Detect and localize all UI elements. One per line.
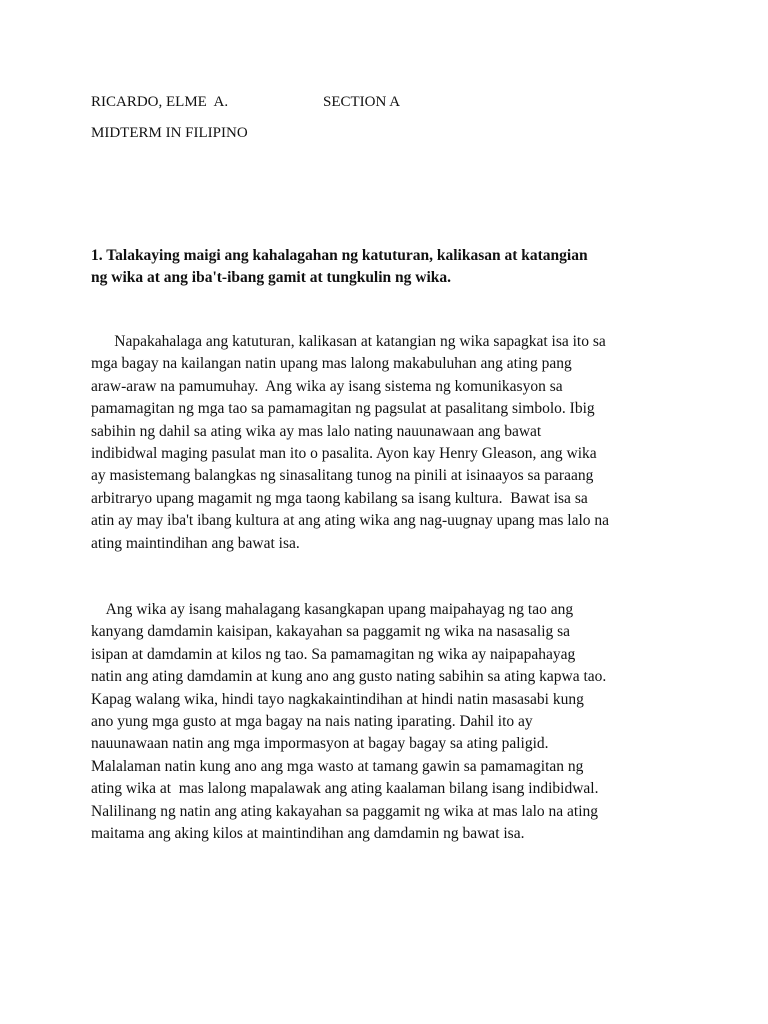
- paragraph-line: pamamagitan ng mga tao sa pamamagitan ng pagsulat at pasalitang simbolo. Ibig: [91, 400, 595, 418]
- paragraph-line: Nalilinang ng natin ang ating kakayahan sa paggamit ng wika at mas lalo na ating: [91, 802, 599, 820]
- subject-title: MIDTERM IN FILIPINO: [91, 125, 248, 141]
- question-heading: [91, 245, 691, 289]
- paragraph-line: ating maintindihan ang bawat isa.: [91, 534, 300, 552]
- paragraph-line: mga bagay na kailangan natin upang mas lalong makabuluhan ang ating pang: [91, 355, 572, 373]
- answer-paragraph-2: [91, 599, 711, 845]
- paragraph-line: isipan at damdamin at kilos ng tao. Sa pamamagitan ng wika ay naipapahayag: [91, 645, 576, 663]
- student-name: RICARDO, ELME A.: [91, 94, 229, 110]
- paragraph-line: kanyang damdamin kaisipan, kakayahan sa paggamit ng wika na nasasalig sa: [91, 623, 571, 641]
- paragraph-line: Kapag walang wika, hindi tayo nagkakaintindihan at hindi natin masasabi kung: [91, 690, 584, 708]
- question-line: 1. Talakaying maigi ang kahalagahan ng katuturan, kalikasan at katangian: [91, 247, 588, 264]
- section-label: SECTION A: [323, 94, 401, 110]
- paragraph-line: arbitraryo upang magamit ng mga taong kabilang sa isang kultura. Bawat isa sa: [91, 489, 588, 507]
- question-line: ng wika at ang iba't-ibang gamit at tungkulin ng wika.: [91, 269, 452, 286]
- paragraph-line: araw-araw na pamumuhay. Ang wika ay isang sistema ng komunikasyon sa: [91, 377, 563, 395]
- paragraph-line: ating wika at mas lalong mapalawak ang ating kaalaman bilang isang indibidwal.: [91, 780, 599, 798]
- paragraph-line: nauunawaan natin ang mga impormasyon at bagay bagay sa ating paligid.: [91, 735, 549, 753]
- paragraph-line: indibidwal maging pasulat man ito o pasalita. Ayon kay Henry Gleason, ang wika: [91, 445, 597, 463]
- paragraph-line: sabihin ng dahil sa ating wika ay mas lalo nating nauunawaan ang bawat: [91, 422, 542, 440]
- answer-paragraph-1: [91, 331, 711, 555]
- paragraph-line: maitama ang aking kilos at maintindihan ang damdamin ng bawat isa.: [91, 825, 525, 843]
- paragraph-line: Ang wika ay isang mahalagang kasangkapan upang maipahayag ng tao ang: [91, 601, 574, 618]
- paragraph-line: Napakahalaga ang katuturan, kalikasan at katangian ng wika sapagkat isa ito sa: [91, 333, 606, 350]
- paragraph-line: ay masistemang balangkas ng sinasalitang tunog na pinili at isinaayos sa paraang: [91, 467, 594, 485]
- paragraph-line: atin ay may iba't ibang kultura at ang ating wika ang nag-uugnay upang mas lalo na: [91, 512, 610, 530]
- paragraph-line: Malalaman natin kung ano ang mga wasto at tamang gawin sa pamamagitan ng: [91, 757, 584, 775]
- paragraph-line: ano yung mga gusto at mga bagay na nais nating iparating. Dahil ito ay: [91, 713, 533, 731]
- paragraph-line: natin ang ating damdamin at kung ano ang gusto nating sabihin sa ating kapwa tao.: [91, 668, 607, 686]
